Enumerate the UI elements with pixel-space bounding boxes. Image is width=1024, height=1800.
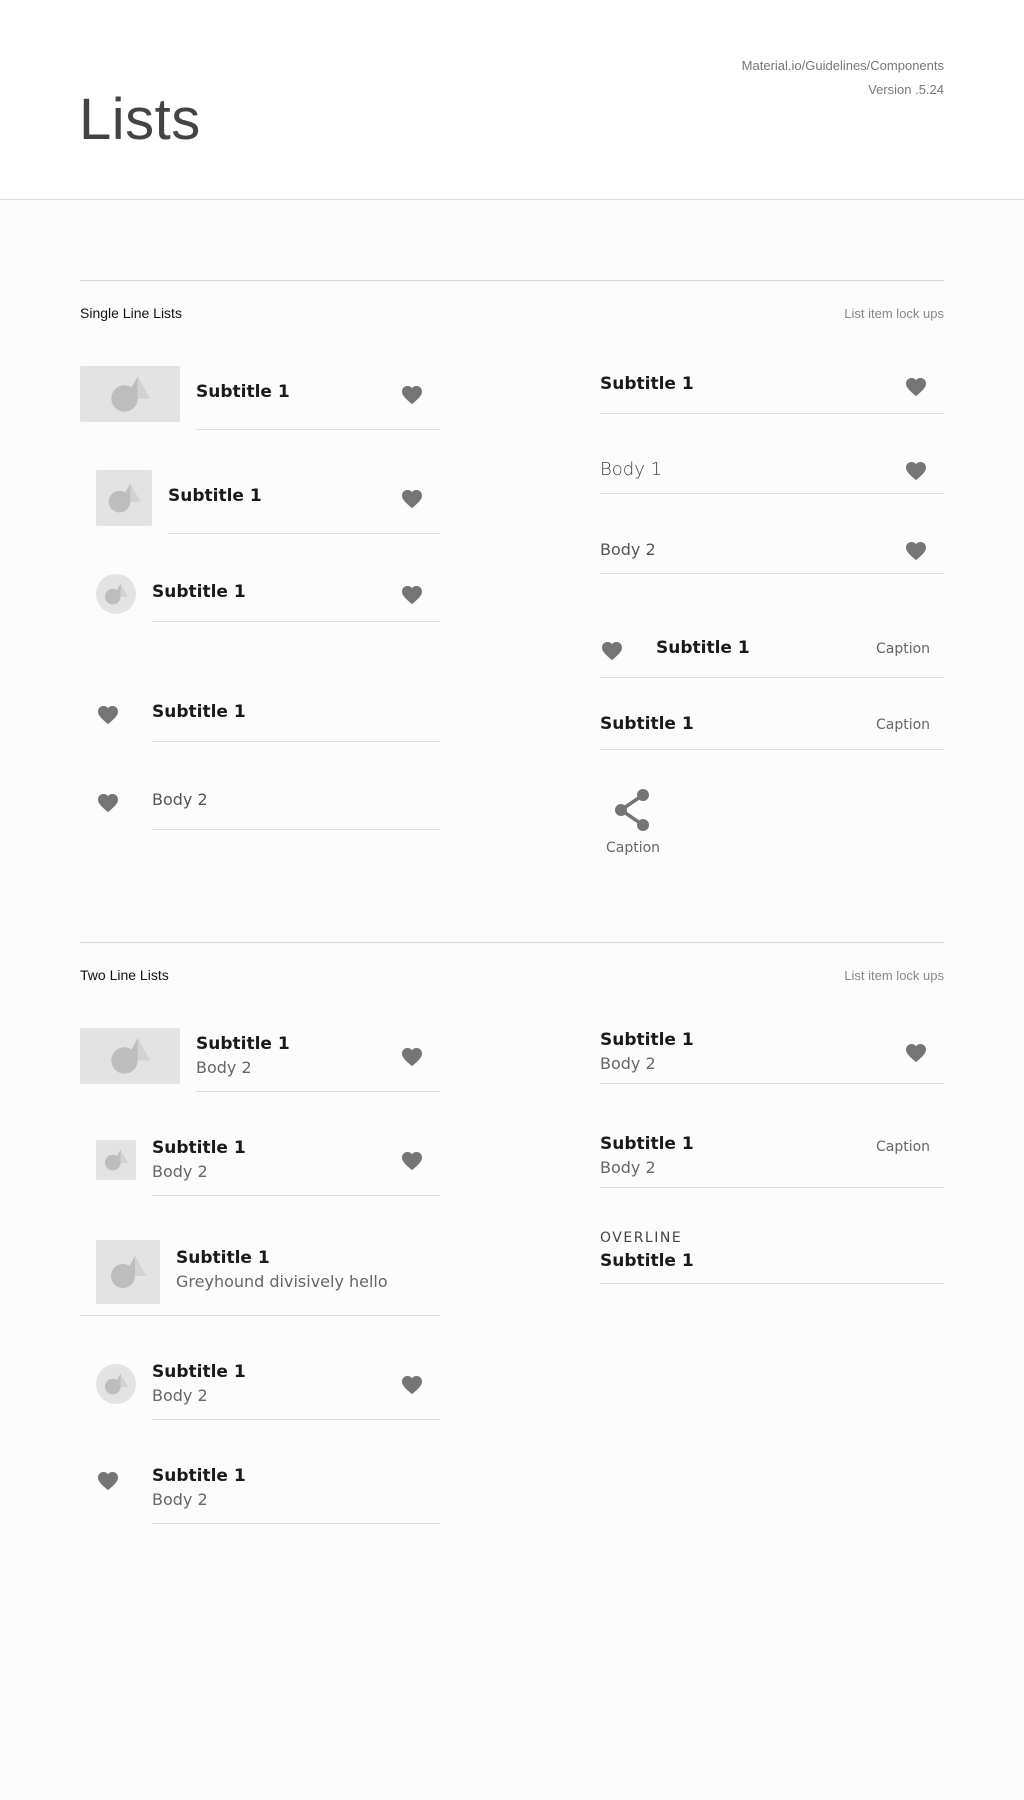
list-divider [152,1195,440,1196]
share-icon[interactable] [612,788,654,832]
list-item-primary: Subtitle 1 [152,1466,246,1486]
heart-icon[interactable] [96,791,120,813]
list-item-primary: Subtitle 1 [600,1251,694,1271]
avatar [96,574,136,614]
list-item-secondary: Greyhound divisively hello [176,1272,388,1291]
list-divider [600,1283,944,1284]
list-divider [600,1187,944,1188]
section-subtitle-single-line: List item lock ups [844,306,944,321]
list-item-primary: Subtitle 1 [176,1248,270,1268]
heart-icon[interactable] [904,539,928,561]
list-divider [196,1091,440,1092]
list-divider [600,1083,944,1084]
list-item-primary: Subtitle 1 [168,486,262,506]
list-divider [152,829,440,830]
list-item-caption: Caption [876,1139,931,1155]
header-meta [742,54,944,102]
image-placeholder-icon [80,366,180,422]
heart-icon[interactable] [400,383,424,405]
list-item-primary: Subtitle 1 [152,1138,246,1158]
list-item-secondary: Body 2 [152,1490,208,1509]
list-item-secondary: Body 2 [600,1054,656,1073]
list-item-primary: Subtitle 1 [600,1030,694,1050]
section-title-two-line: Two Line Lists [80,967,169,983]
section-title-single-line: Single Line Lists [80,305,182,321]
list-divider [80,1315,440,1316]
section-subtitle-two-line: List item lock ups [844,968,944,983]
heart-icon[interactable] [400,583,424,605]
avatar [96,1364,136,1404]
list-divider [168,533,440,534]
list-item-primary: Body 1 [600,459,663,480]
list-divider [152,741,440,742]
section-divider [80,942,944,943]
section-divider [80,280,944,281]
list-divider [152,621,440,622]
image-placeholder-icon [96,470,152,526]
page-header [0,0,1024,200]
list-item-overline: OVERLINE [600,1230,683,1246]
share-caption: Caption [606,840,661,856]
heart-icon[interactable] [904,1041,928,1063]
list-item-secondary: Body 2 [152,1386,208,1405]
list-item-primary: Subtitle 1 [600,374,694,394]
list-item-primary: Subtitle 1 [152,1362,246,1382]
list-item-primary: Subtitle 1 [152,582,246,602]
list-item-primary: Subtitle 1 [656,638,750,658]
image-placeholder-icon [80,1028,180,1084]
list-item-primary: Subtitle 1 [600,1134,694,1154]
heart-icon[interactable] [600,639,624,661]
heart-icon[interactable] [400,487,424,509]
heart-icon[interactable] [400,1045,424,1067]
heart-icon[interactable] [904,459,928,481]
list-item-primary: Subtitle 1 [600,714,694,734]
list-item-primary: Body 2 [152,790,208,809]
list-divider [600,413,944,414]
list-item-primary: Subtitle 1 [196,1034,290,1054]
list-item-caption: Caption [876,641,931,657]
list-divider [152,1419,440,1420]
heart-icon[interactable] [400,1373,424,1395]
heart-icon[interactable] [96,703,120,725]
heart-icon[interactable] [904,375,928,397]
image-placeholder-icon [96,1240,160,1304]
list-divider [600,493,944,494]
list-item-primary: Subtitle 1 [152,702,246,722]
list-divider [600,677,944,678]
version-label: Version .5.24 [868,82,944,97]
list-item-secondary: Body 2 [152,1162,208,1181]
image-placeholder-icon [96,1140,136,1180]
guidelines-link[interactable]: Material.io/Guidelines/Components [741,58,944,73]
list-item-caption: Caption [876,717,931,733]
heart-icon[interactable] [96,1469,120,1491]
list-item-primary: Subtitle 1 [196,382,290,402]
heart-icon[interactable] [400,1149,424,1171]
list-divider [600,749,944,750]
list-divider [600,573,944,574]
list-item-primary: Body 2 [600,540,656,559]
list-divider [196,429,440,430]
list-item-secondary: Body 2 [600,1158,656,1177]
list-item-secondary: Body 2 [196,1058,252,1077]
page-title: Lists [79,87,201,152]
list-divider [152,1523,440,1524]
